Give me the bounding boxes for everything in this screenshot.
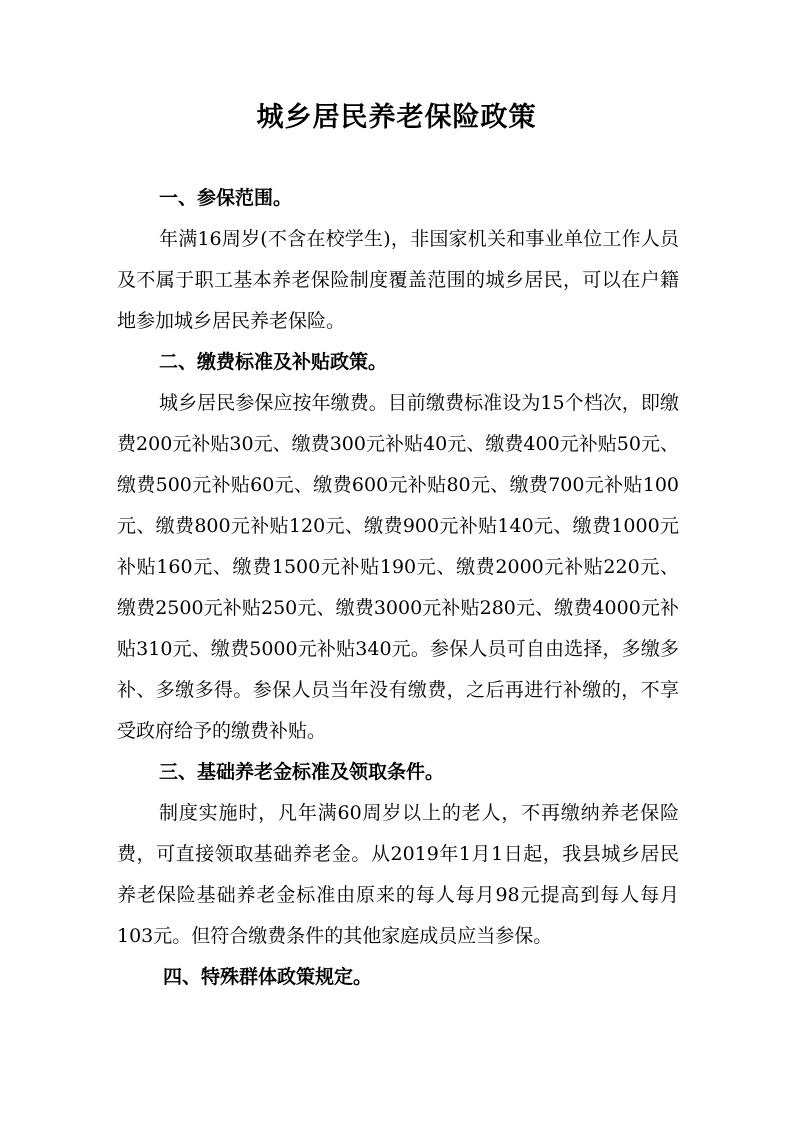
section-paragraph-basic-pension: 制度实施时，凡年满60周岁以上的老人，不再缴纳养老保险费，可直接领取基础养老金。从2019年1月1日起，我县城乡居民养老保险基础养老金标准由原来的每人每月98元提高到每人每月103元。但符合缴费条件的其他家庭成员应当参保。 (117, 802, 679, 947)
section-heading-basic-pension: 三、基础养老金标准及领取条件。 (159, 761, 445, 783)
section-heading-enrollment-scope: 一、参保范围。 (159, 187, 293, 209)
section-paragraph-enrollment-scope: 年满16周岁(不含在校学生)，非国家机关和事业单位工作人员及不属于职工基本养老保险制度覆盖范围的城乡居民，可以在户籍地参加城乡居民养老保险。 (117, 228, 679, 332)
section-heading-payment-standards: 二、缴费标准及补贴政策。 (159, 351, 388, 373)
section-paragraph-payment-standards: 城乡居民参保应按年缴费。目前缴费标准设为15个档次，即缴费200元补贴30元、缴费300元补贴40元、缴费400元补贴50元、缴费500元补贴60元、缴费600元补贴80元、缴费700元补贴100元、缴费800元补贴120元、缴费900元补贴140元、缴费1000元补贴160元、缴费1500元补贴190元、缴费2000元补贴220元、缴费2500元补贴250元、缴费3000元补贴280元、缴费4000元补贴310元、缴费5000元补贴340元。参保人员可自由选择，多缴多补、多缴多得。参保人员当年没有缴费，之后再进行补缴的，不享受政府给予的缴费补贴。 (117, 392, 679, 742)
document-title: 城乡居民养老保险政策 (256, 102, 537, 133)
document-body (117, 178, 679, 998)
section-heading-special-groups: 四、特殊群体政策规定。 (163, 966, 373, 988)
